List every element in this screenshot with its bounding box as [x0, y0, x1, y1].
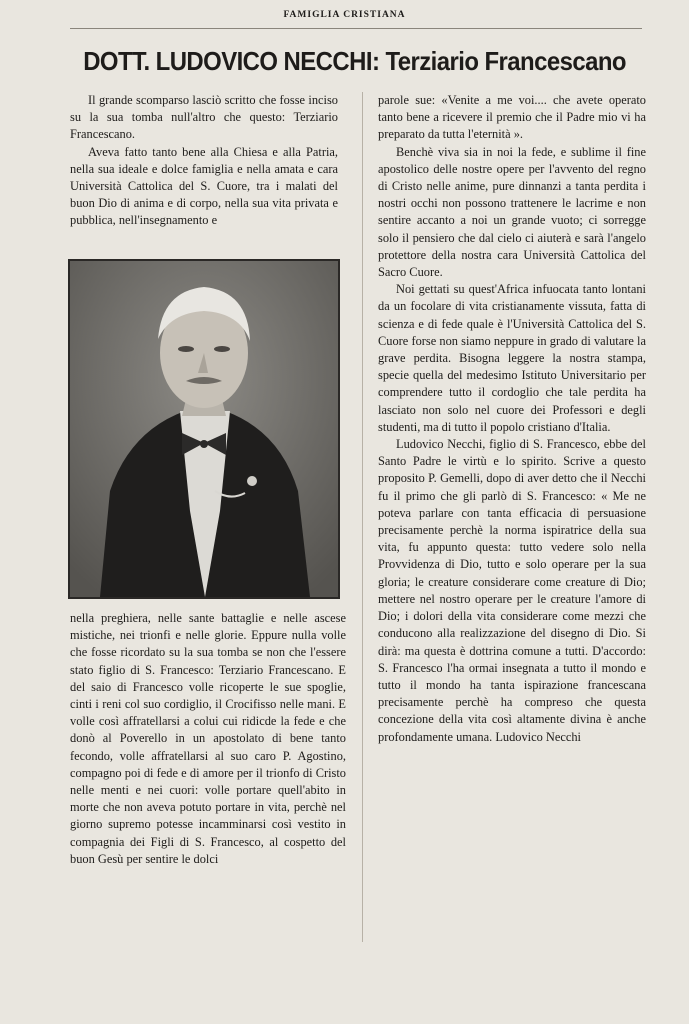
paragraph: Aveva fatto tanto bene alla Chiesa e alla Patria, nella sua ideale e dolce famiglia e nella amata e cara Università Cattolica del S. Cuore, tra i malati del buon Dio di anima e di corpo, nella sua vita privata e pubblica, nell'insegnamento e: [70, 144, 338, 228]
running-head: FAMIGLIA CRISTIANA: [283, 10, 406, 20]
left-column-top: [70, 92, 338, 230]
header-rule: [70, 28, 642, 29]
paragraph: Ludovico Necchi, figlio di S. Francesco, ebbe del Santo Padre le virtù e lo spirito. Scrive a questo proposito P. Gemelli, dopo di aver detto che il Necchi fu il primo che gli parlò di S. Francesco: « Me ne poteva parlare con tanta efficacia di persuasione precisamente perchè la norma ispiratrice della sua vita, fu appunto questa: tutto vedere solo nella Provvidenza di Dio, tutto e solo operare per la sua gloria; le creature considerare come creature di Dio; mettere nel nostro operare per le creature l'amore di Dio; i dolori della vita considerare come mezzi che conducono alla realizzazione del disegno di Dio. Si dirà: ma questa è dottrina comune a tutti. D'accordo: S. Francesco l'ha ormai insegnata a tutto il mondo e tutto il mondo ha tanta ispirazione francescana precisamente perchè ha compreso che questa concezione della vita così altamente divina è anche profondamente umana. Ludovico Necchi: [378, 437, 646, 744]
portrait-photo: [68, 259, 340, 599]
paragraph: Noi gettati su quest'Africa infuocata tanto lontani da un focolare di vita cristianamente vissuta, fatta di scienza e di fede quale è l'Università Cattolica del S. Cuore forse non siamo neppure in grado di valutare la grave perdita. Bisogna leggere la nostra stampa, specie quella del medesimo Istituto Universitario per comprendere tutto il cordoglio che tale perdita ha lasciato non solo nel cuore dei Professori e degli studenti, ma di tutto il popolo cristiano d'Italia.: [378, 282, 646, 434]
paragraph: Il grande scomparso lasciò scritto che fosse inciso su la sua tomba null'altro che questo: Terziario Francescano.: [70, 93, 338, 142]
column-divider: [362, 92, 363, 942]
article-title: DOTT. LUDOVICO NECCHI: Terziario Francescano: [83, 46, 627, 76]
paragraph: Benchè viva sia in noi la fede, e sublime il fine apostolico delle nostre opere per l'avvento del regno di Cristo nelle anime, pure dinnanzi a tanta perdita i nostri occhi non possono trattenere le lacrime e non sentire accanto a noi un grande vuoto; ci sorregge solo il pensiero che dal cielo ci aiuterà e sarà l'angelo protettore della nostra cara Università Cattolica del Sacro Cuore.: [378, 144, 646, 280]
left-column-bottom: [70, 610, 346, 868]
portrait-illustration: [70, 261, 338, 597]
paragraph: nella preghiera, nelle sante battaglie e nelle ascese mistiche, nei trionfi e nelle glorie. Eppure nulla volle che fosse ricordato su la sua tomba se non che l'essere stato figlio di S. Francesco: Terziario Francescano. E del saio di Francesco volle ricoperte le sue spoglie, cinti i reni col suo cordiglio, il Crocifisso nelle mani. E volle così affratellarsi a colui cui ridicde la fede e che donò al Poverello in un apostolato di bene tanto fecondo, volle affratellarsi al suo caro P. Agostino, compagno poi di fede e di amore per il trionfo di Cristo nelle menti e nei cuori: volle portare quell'abito in morte che non aveva potuto portare in vita, perchè nel giorno supremo potesse incamminarsi così vestito in compagnia dei Figli di S. Francesco, al cospetto del buon Gesù per sentire le dolci: [70, 611, 346, 866]
right-column: [378, 92, 646, 746]
paragraph: parole sue: «Venite a me voi.... che avete operato tanto bene a ricevere il premio che il Padre mio vi ha preparato da tutta l'eternità ».: [378, 93, 646, 142]
